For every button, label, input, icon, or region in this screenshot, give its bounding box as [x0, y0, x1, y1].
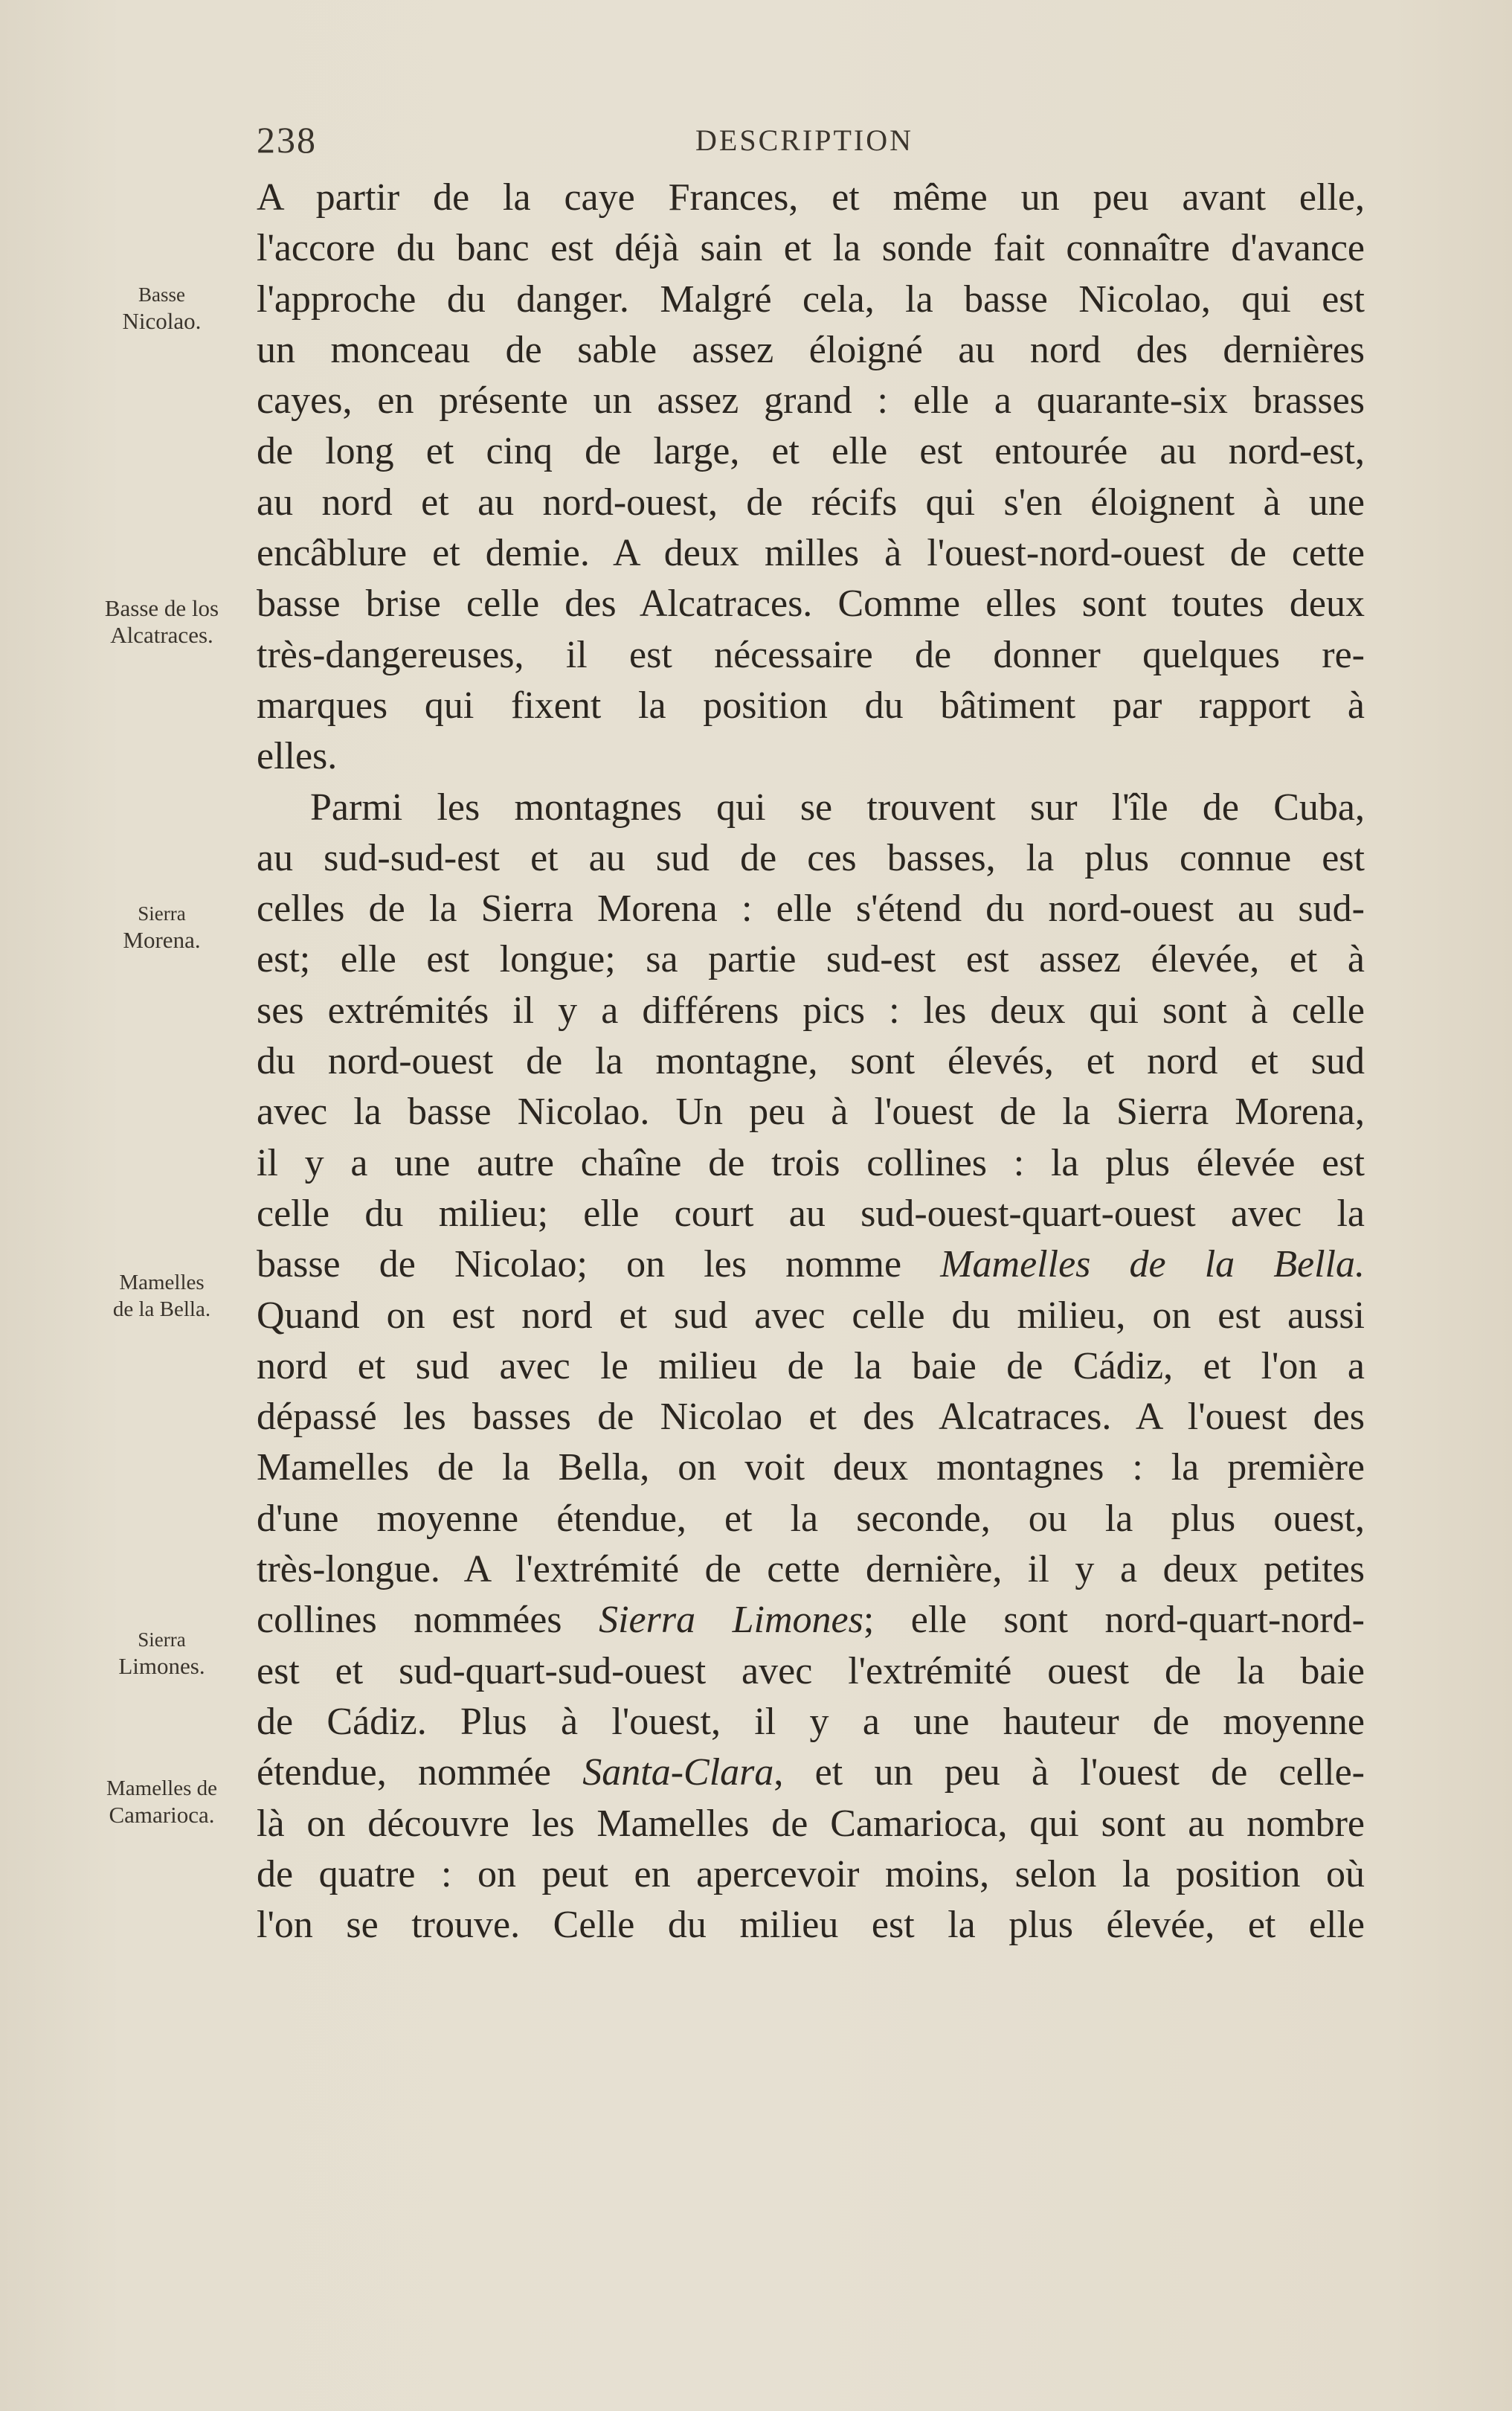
margin-note-line: Basse: [138, 283, 185, 306]
margin-note-basse-alcatraces: [82, 595, 242, 649]
text-run: , et un peu à l'ouest de celle-: [773, 1751, 1365, 1794]
margin-note-line: Sierra: [138, 902, 186, 925]
body-text: [257, 173, 1365, 1951]
text-line: [257, 1747, 1365, 1798]
text-line: dépassé les basses de Nicolao et des Alcatraces. A l'ouest des: [257, 1396, 1365, 1439]
text-line: Parmi les montagnes qui se trouvent sur l'île de Cuba,: [310, 786, 1365, 829]
text-line: avec la basse Nicolao. Un peu à l'ouest de la Sierra Morena,: [257, 1091, 1365, 1134]
italic-place-name: Mamelles de la Bella.: [940, 1243, 1365, 1286]
margin-note-line: Alcatraces.: [110, 622, 213, 648]
text-line: est et sud-quart-sud-ouest avec l'extrémité ouest de la baie: [257, 1649, 1365, 1692]
italic-place-name: Santa-Clara: [582, 1751, 774, 1794]
text-line: basse brise celle des Alcatraces. Comme elles sont toutes deux: [257, 582, 1365, 626]
text-line: très-dangereuses, il est nécessaire de donner quelques re-: [257, 633, 1365, 676]
margin-note-line: Basse de los: [104, 595, 219, 621]
text-line: celle du milieu; elle court au sud-ouest-quart-ouest avec la: [257, 1192, 1365, 1235]
text-line: A partir de la caye Frances, et même un peu avant elle,: [257, 176, 1365, 219]
running-head: [257, 118, 1365, 162]
margin-note-mamelles-bella: [82, 1269, 242, 1323]
text-line: l'approche du danger. Malgré cela, la basse Nicolao, qui est: [257, 277, 1365, 321]
text-line: [257, 1239, 1365, 1290]
margin-note-mamelles-camarioca: [82, 1775, 242, 1829]
text-line: là on découvre les Mamelles de Camarioca, qui sont au nombre: [257, 1802, 1365, 1845]
margin-note-line: Sierra: [138, 1628, 186, 1651]
margin-note-basse-nicolao: [82, 281, 242, 335]
text-line: nord et sud avec le milieu de la baie de Cádiz, et l'on a: [257, 1344, 1365, 1387]
margin-note-sierra-limones: [82, 1626, 242, 1680]
text-line: marques qui fixent la position du bâtiment par rapport à: [257, 684, 1365, 727]
margin-note-line: Mamelles: [119, 1271, 205, 1294]
text-line: ses extrémités il y a différens pics : les deux qui sont à celle: [257, 989, 1365, 1032]
text-line: de long et cinq de large, et elle est entourée au nord-est,: [257, 430, 1365, 473]
text-line: de Cádiz. Plus à l'ouest, il y a une hauteur de moyenne: [257, 1700, 1365, 1743]
text-run: basse de Nicolao; on les nomme: [257, 1243, 941, 1286]
text-line: Mamelles de la Bella, on voit deux montagnes : la première: [257, 1446, 1365, 1489]
text-line: du nord-ouest de la montagne, sont élevés, et nord et sud: [257, 1040, 1365, 1083]
text-line: encâblure et demie. A deux milles à l'ouest-nord-ouest de cette: [257, 532, 1365, 575]
text-line: est; elle est longue; sa partie sud-est est assez élevée, et à: [257, 938, 1365, 981]
margin-note-line: Mamelles de: [106, 1776, 217, 1800]
margin-note-line: Morena.: [123, 927, 201, 953]
text-line: cayes, en présente un assez grand : elle a quarante-six brasses: [257, 379, 1365, 423]
text-line: très-longue. A l'extrémité de cette dernière, il y a deux petites: [257, 1548, 1365, 1591]
text-line: [257, 1595, 1365, 1646]
page-number: 238: [257, 119, 317, 161]
text-line: au sud-sud-est et au sud de ces basses, la plus connue est: [257, 836, 1365, 879]
margin-note-line: Camarioca.: [109, 1802, 215, 1828]
text-run: étendue, nommée: [257, 1751, 583, 1794]
text-line: de quatre : on peut en apercevoir moins, selon la position où: [257, 1852, 1365, 1895]
text-line: Quand on est nord et sud avec celle du milieu, on est aussi: [257, 1294, 1365, 1337]
margin-note-line: Limones.: [118, 1653, 205, 1679]
text-line: au nord et au nord-ouest, de récifs qui s'en éloignent à une: [257, 481, 1365, 524]
margin-note-sierra-morena: [82, 900, 242, 954]
text-line: elles.: [257, 735, 338, 778]
margin-note-line: de la Bella.: [112, 1297, 211, 1321]
text-line: l'accore du banc est déjà sain et la sonde fait connaître d'avance: [257, 227, 1365, 270]
text-line: d'une moyenne étendue, et la seconde, ou la plus ouest,: [257, 1497, 1365, 1540]
text-line: l'on se trouve. Celle du milieu est la plus élevée, et elle: [257, 1904, 1365, 1947]
text-line: celles de la Sierra Morena : elle s'étend du nord-ouest au sud-: [257, 887, 1365, 931]
italic-place-name: Sierra Limones: [599, 1599, 863, 1642]
text-line: un monceau de sable assez éloigné au nord des dernières: [257, 328, 1365, 371]
margin-note-line: Nicolao.: [122, 308, 202, 334]
text-run: collines nommées: [257, 1599, 599, 1642]
text-run: ; elle sont nord-quart-nord-: [863, 1599, 1365, 1642]
running-title: DESCRIPTION: [695, 123, 914, 157]
text-line: il y a une autre chaîne de trois collines : la plus élevée est: [257, 1141, 1365, 1184]
